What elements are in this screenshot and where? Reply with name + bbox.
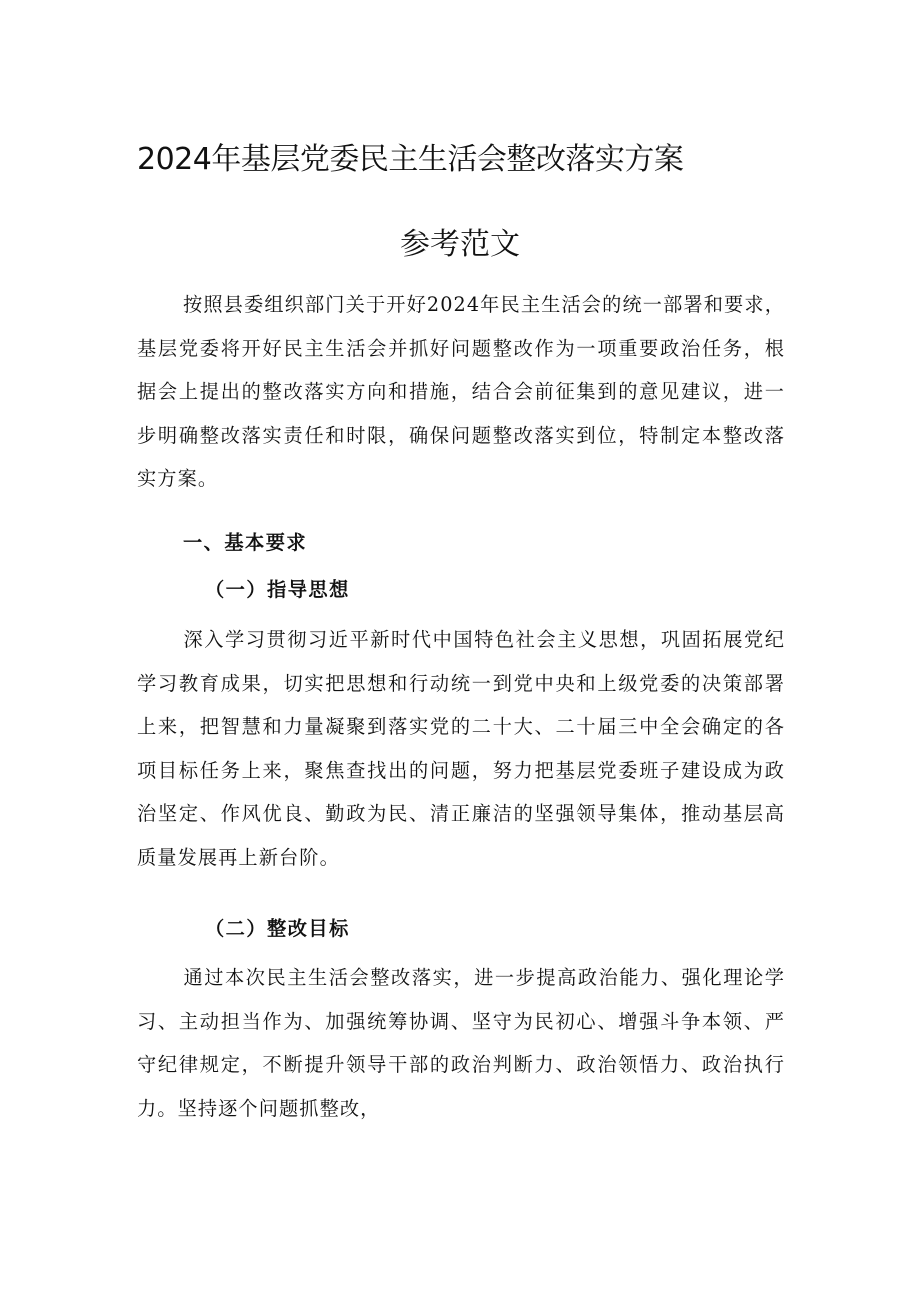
guiding-thought-paragraph-text: 深入学习贯彻习近平新时代中国特色社会主义思想，巩固拓展党纪学习教育成果，切实把思想和行动统一到党中央和上级党委的决策部署上来，把智慧和力量凝聚到落实党的二十大、二十届三中全会确定的各项目标任务上来，聚焦查找出的问题，努力把基层党委班子建设成为政治坚定、作风优良、勤政为民、清正廉洁的坚强领导集体，推动基层高质量发展再上新台阶。 (137, 628, 785, 869)
section-heading-basic-requirements: 一、基本要求 (183, 531, 308, 554)
rectification-goals-paragraph (137, 956, 785, 1130)
document-title: 2024年基层党委民主生活会整改落实方案 (137, 142, 684, 177)
intro-paragraph-text: 按照县委组织部门关于开好2024年民主生活会的统一部署和要求，基层党委将开好民主生活会并抓好问题整改作为一项重要政治任务，根据会上提出的整改落实方向和措施，结合会前征集到的意见建议，进一步明确整改落实责任和时限，确保问题整改落实到位，特制定本整改落实方案。 (137, 293, 785, 491)
intro-paragraph (137, 283, 785, 501)
subsection-heading-rectification-goals: （二）整改目标 (205, 917, 350, 940)
subsection-heading-guiding-thought: （一）指导思想 (205, 578, 350, 601)
document-subtitle: 参考范文 (400, 227, 520, 262)
rectification-goals-paragraph-text: 通过本次民主生活会整改落实，进一步提高政治能力、强化理论学习、主动担当作为、加强统筹协调、坚守为民初心、增强斗争本领、严守纪律规定，不断提升领导干部的政治判断力、政治领悟力、政治执行力。坚持逐个问题抓整改， (137, 966, 785, 1120)
guiding-thought-paragraph (137, 618, 785, 880)
